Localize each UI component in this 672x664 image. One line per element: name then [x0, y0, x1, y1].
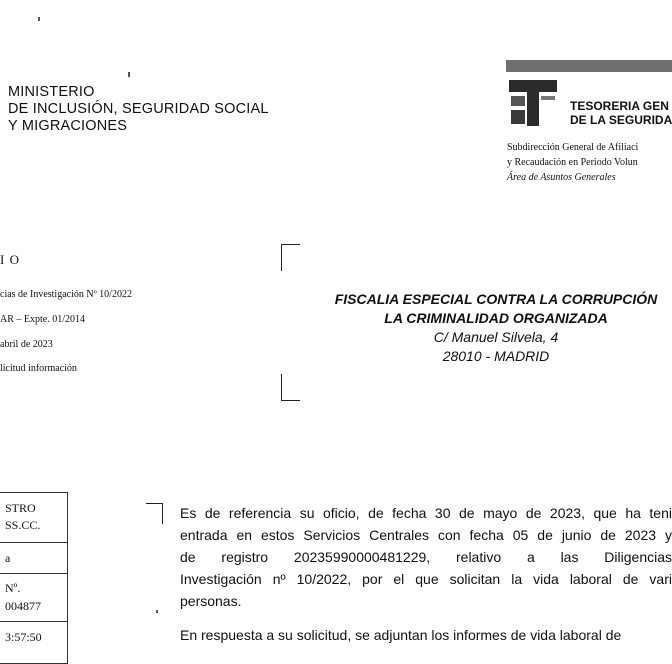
address-corner-top — [281, 244, 300, 271]
logo-banner — [506, 60, 672, 72]
recipient-name: FISCALIA ESPECIAL CONTRA LA CORRUPCIÓN — [334, 291, 658, 307]
recipient-address — [300, 290, 672, 366]
reference-date: abril de 2023 — [0, 339, 53, 350]
subdivision-line: Subdirección General de Afiliaci — [507, 142, 639, 153]
body-line: Es de referencia su oficio, de fecha 30 de mayo de 2023, que ha teni — [180, 505, 672, 521]
tgss-line: TESORERIA GEN — [570, 99, 669, 113]
registry-number: 004877 — [5, 599, 41, 613]
registry-stamp — [0, 492, 68, 664]
registry-number-label: Nº. — [5, 581, 21, 595]
reference-diligencias: cias de Investigación Nº 10/2022 — [0, 289, 132, 300]
ministry-header — [8, 84, 269, 135]
scan-speck — [128, 72, 130, 77]
body-line: Investigación nº 10/2022, por el que solicitan la vida laboral de vari — [180, 571, 672, 587]
address-corner-bottom — [281, 374, 300, 401]
registry-time: 3:57:50 — [5, 630, 42, 644]
registry-title: STRO — [5, 501, 36, 515]
body-paragraph-2: En respuesta a su solicitud, se adjuntan los informes de vida laboral de — [180, 627, 622, 643]
registry-field: a — [5, 551, 11, 565]
registry-unit: SS.CC. — [5, 518, 41, 532]
reference-expediente: AR – Expte. 01/2014 — [0, 314, 85, 325]
ministry-line: Y MIGRACIONES — [8, 118, 128, 134]
body-paragraph-1 — [180, 502, 672, 612]
scan-speck — [156, 610, 158, 613]
body-line: entrada en estos Servicios Centrales con fecha 05 de junio de 2023 y — [180, 527, 672, 543]
tgss-name — [570, 99, 672, 127]
tgss-logo-icon — [509, 80, 557, 128]
body-line: personas. — [180, 593, 242, 609]
recipient-street: C/ Manuel Silvela, 4 — [433, 329, 559, 345]
oficio-label: I O — [0, 252, 20, 267]
ministry-line: DE INCLUSIÓN, SEGURIDAD SOCIAL — [8, 101, 269, 117]
registry-divider — [0, 573, 67, 574]
body-line: de registro 20235990000481229, relativo a las Diligencias — [180, 549, 672, 565]
subdivision-line: y Recaudación en Periodo Volun — [507, 157, 638, 168]
paragraph-bracket — [146, 503, 163, 524]
area-line: Área de Asuntos Generales — [507, 172, 616, 183]
reference-subject: licitud información — [0, 363, 77, 374]
registry-divider — [0, 621, 67, 622]
registry-divider — [0, 542, 67, 543]
ministry-line: MINISTERIO — [8, 84, 95, 100]
tgss-subdivision — [507, 140, 638, 185]
recipient-city: 28010 - MADRID — [442, 348, 550, 364]
scan-speck — [38, 17, 40, 21]
tgss-line: DE LA SEGURIDA — [570, 113, 672, 127]
recipient-name-cont: LA CRIMINALIDAD ORGANIZADA — [384, 310, 608, 326]
